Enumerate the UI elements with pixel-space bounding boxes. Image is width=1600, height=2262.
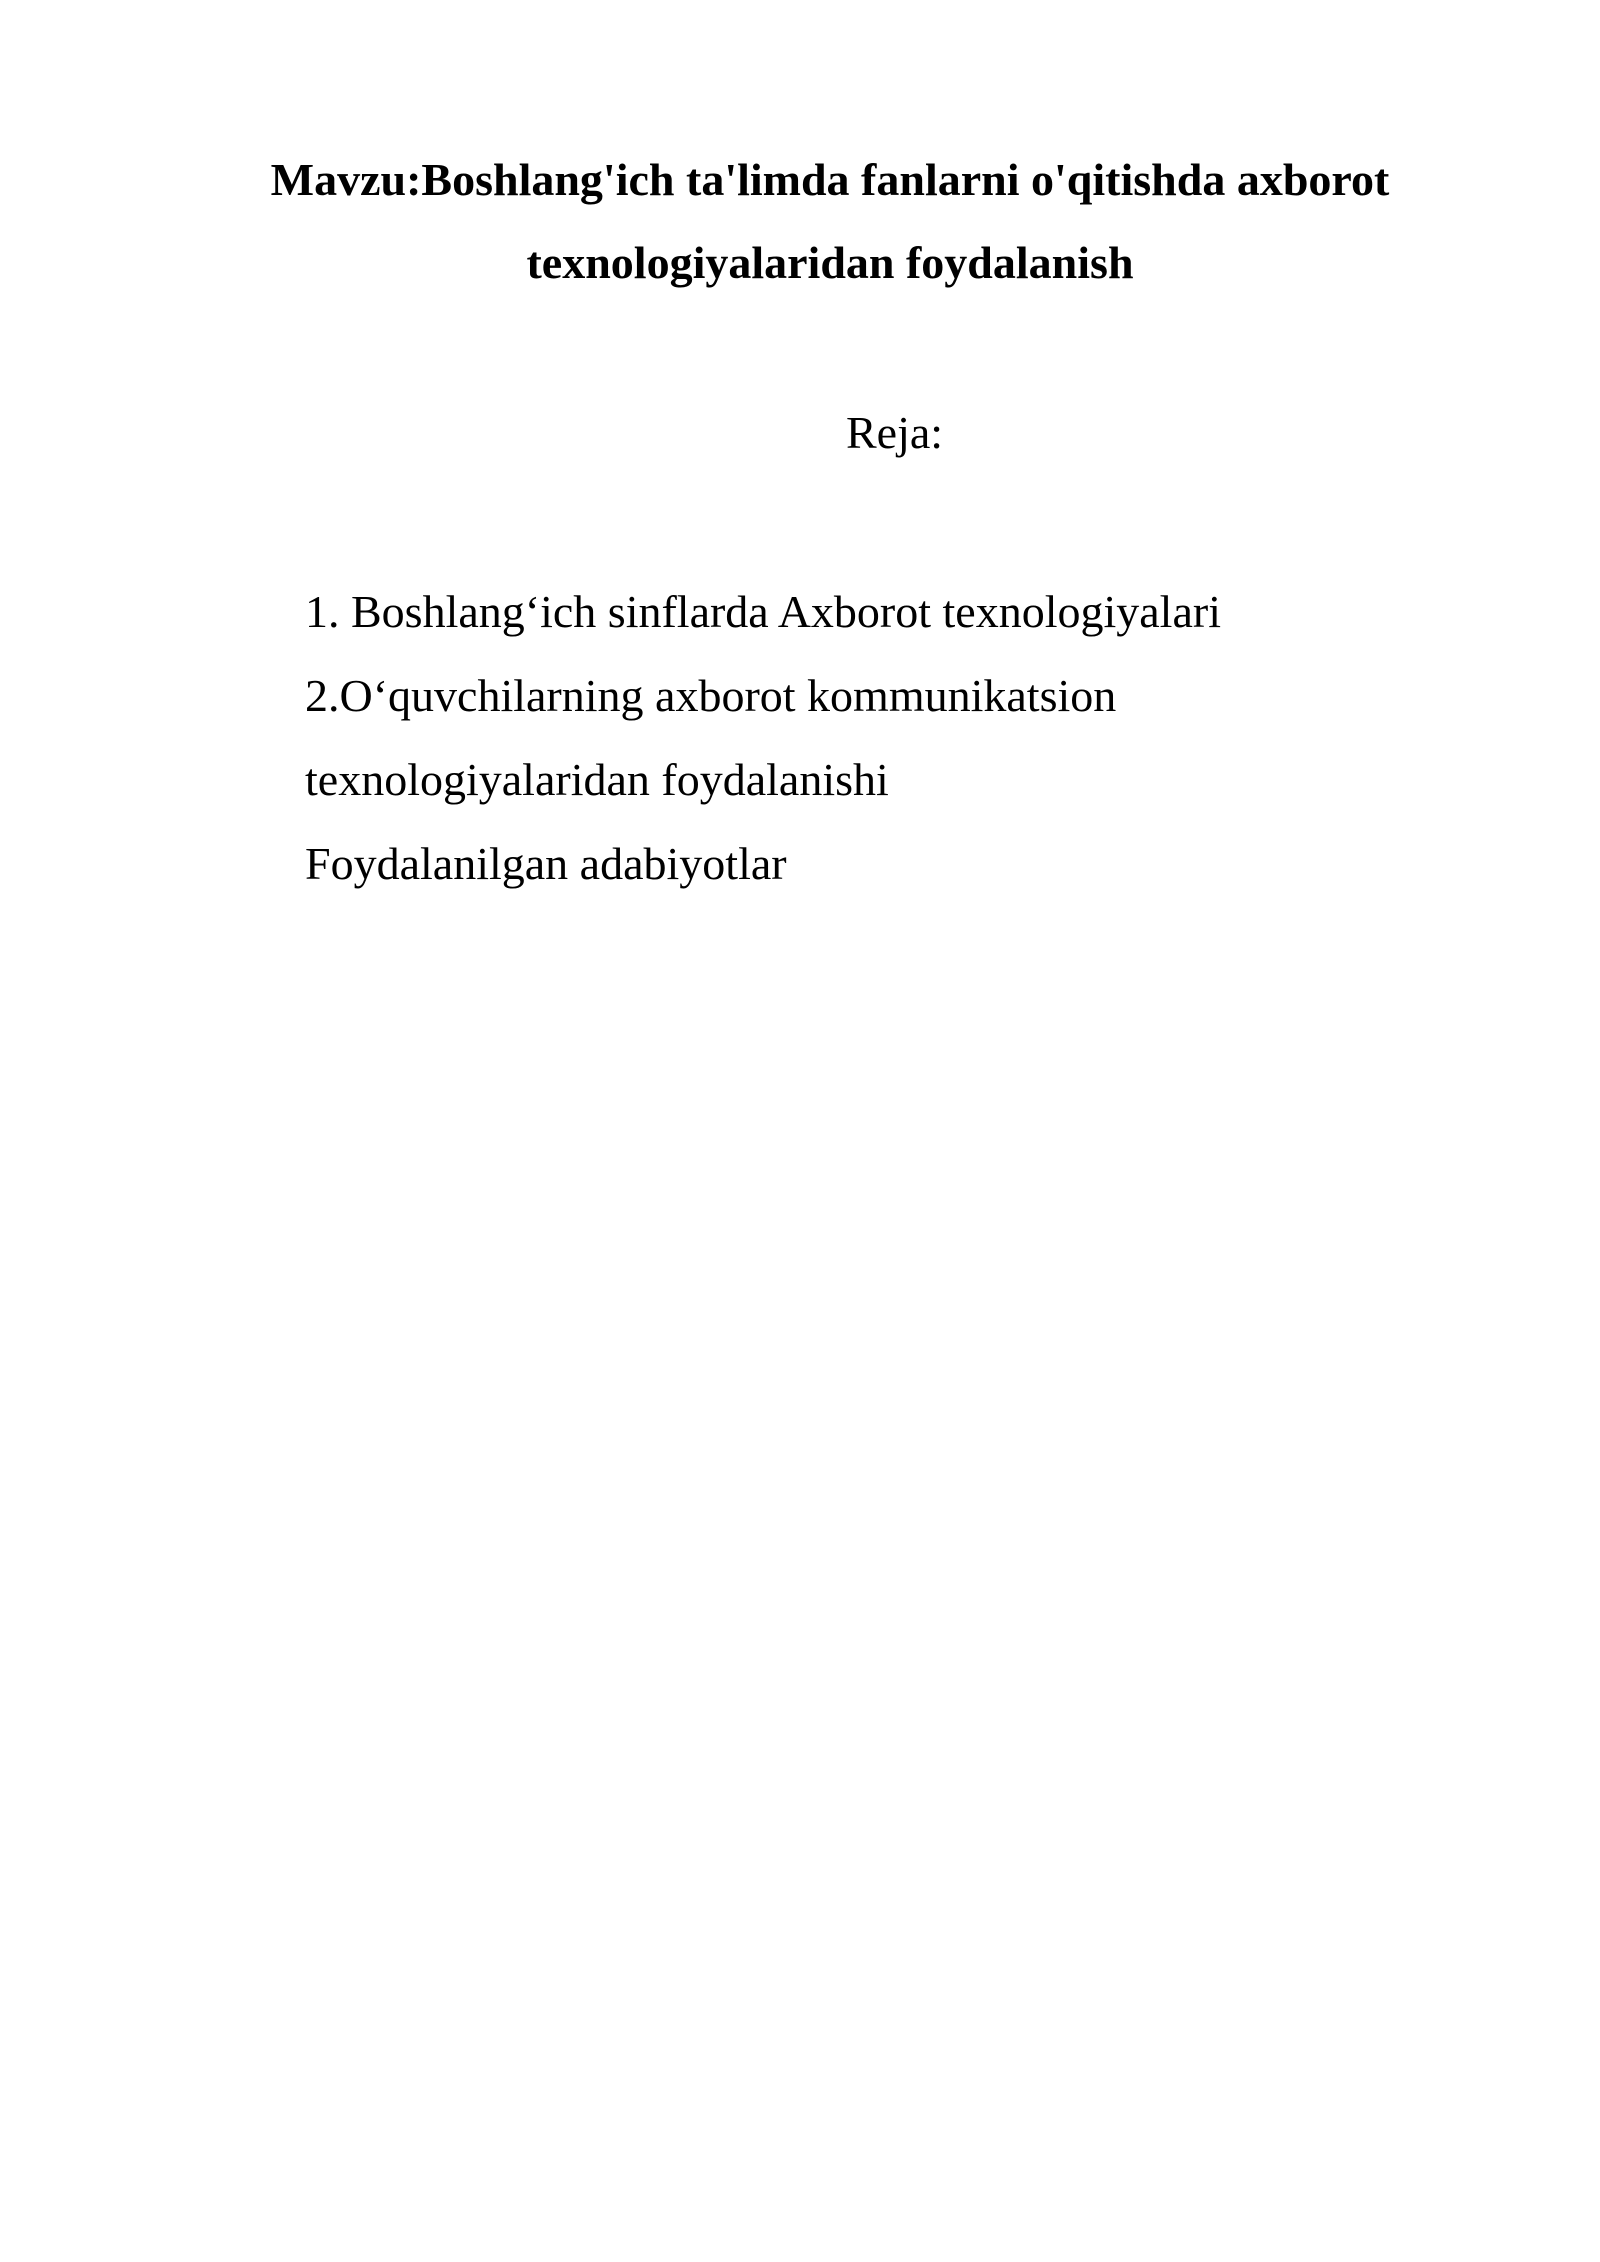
plan-item-1: 1. Boshlang‘ich sinflarda Axborot texnologiyalari <box>305 586 1221 637</box>
plan-item-references: Foydalanilgan adabiyotlar <box>305 838 787 889</box>
plan-list <box>305 570 1221 906</box>
document-title-line-2: texnologiyalaridan foydalanish <box>526 237 1134 288</box>
plan-heading: Reja: <box>846 407 944 458</box>
plan-item-2: 2.O‘quvchilarning axborot kommunikatsion <box>305 670 1117 721</box>
document-title-line-1: Mavzu:Boshlang'ich ta'limda fanlarni o'qitishda axborot <box>270 154 1390 205</box>
plan-item-2-continued: texnologiyalaridan foydalanishi <box>305 754 889 805</box>
